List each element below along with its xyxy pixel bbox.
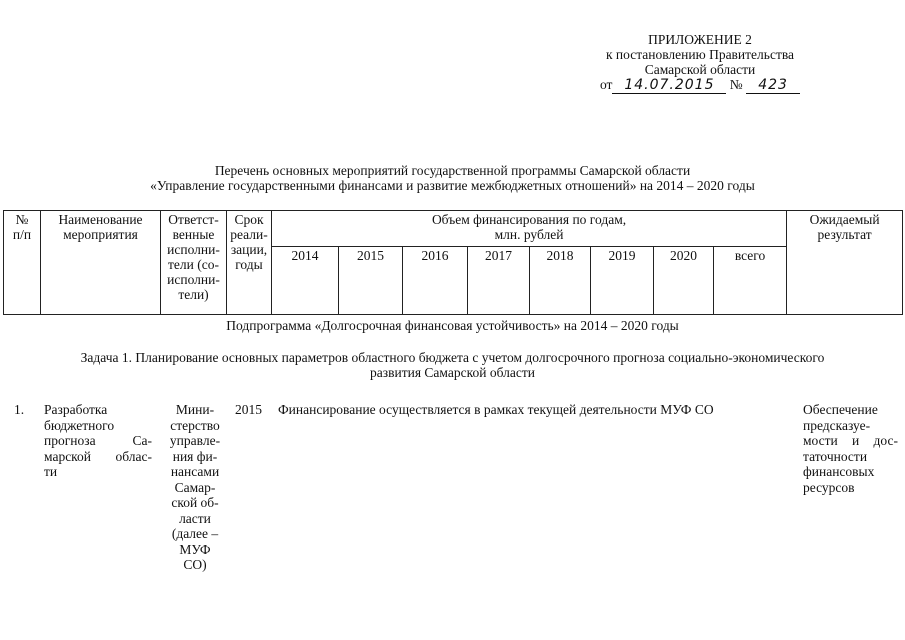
appendix-line2: Самарской области bbox=[644, 62, 756, 77]
row1-term: 2015 bbox=[235, 402, 262, 417]
subprogram-heading: Подпрограмма «Долгосрочная финансовая устойчивость» на 2014 – 2020 годы bbox=[226, 318, 679, 333]
document-title bbox=[40, 163, 865, 193]
row1-measure-name: Разработка бюджетного прогноза Са- марской облас- ти bbox=[44, 402, 152, 479]
row1-responsible: Мини- стерство управле- ния фи- нансами Самар- ской об- ласти (далее – МУФ СО) bbox=[169, 402, 221, 572]
header-name: Наименование мероприятия bbox=[41, 211, 161, 315]
header-year-2015: 2015 bbox=[339, 247, 403, 315]
handwritten-date: 14.07.2015 bbox=[612, 78, 726, 94]
header-funding: Объем финансирования по годам, млн. рублей bbox=[272, 211, 787, 247]
header-num: № п/п bbox=[4, 211, 41, 315]
header-term: Срок реали- зации, годы bbox=[227, 211, 272, 315]
title-line2: «Управление государственными финансами и развитие межбюджетных отношений» на 2014 – 2020 годы bbox=[150, 178, 755, 193]
row1-number: 1. bbox=[14, 402, 25, 417]
number-prefix: № bbox=[729, 77, 743, 92]
title-line1: Перечень основных мероприятий государственной программы Самарской области bbox=[214, 163, 691, 178]
header-result: Ожидаемый результат bbox=[787, 211, 903, 315]
handwritten-number: 423 bbox=[746, 78, 800, 94]
header-responsible: Ответст- венные исполни- тели (со- исполни- тели) bbox=[161, 211, 227, 315]
task-line2: развития Самарской области bbox=[370, 365, 535, 380]
header-year-2019: 2019 bbox=[591, 247, 654, 315]
task-line1: Задача 1. Планирование основных параметров областного бюджета с учетом долгосрочного прогноза социально-экономического bbox=[80, 350, 825, 365]
header-year-2020: 2020 bbox=[654, 247, 714, 315]
header-year-2017: 2017 bbox=[468, 247, 530, 315]
appendix-block bbox=[560, 32, 840, 94]
appendix-title: ПРИЛОЖЕНИЕ 2 bbox=[648, 32, 752, 47]
measures-table-header bbox=[3, 210, 903, 315]
task-heading bbox=[10, 350, 895, 380]
row1-expected-result: Обеспечение предсказуе- мости и дос- таточности финансовых ресурсов bbox=[803, 402, 898, 495]
header-year-2014: 2014 bbox=[272, 247, 339, 315]
header-year-2018: 2018 bbox=[530, 247, 591, 315]
appendix-line1: к постановлению Правительства bbox=[605, 47, 795, 62]
row1-financing-note: Финансирование осуществляется в рамках текущей деятельности МУФ СО bbox=[278, 402, 714, 417]
header-year-2016: 2016 bbox=[403, 247, 468, 315]
appendix-date-line bbox=[560, 77, 840, 94]
header-total: всего bbox=[714, 247, 787, 315]
from-prefix: от bbox=[599, 77, 613, 92]
